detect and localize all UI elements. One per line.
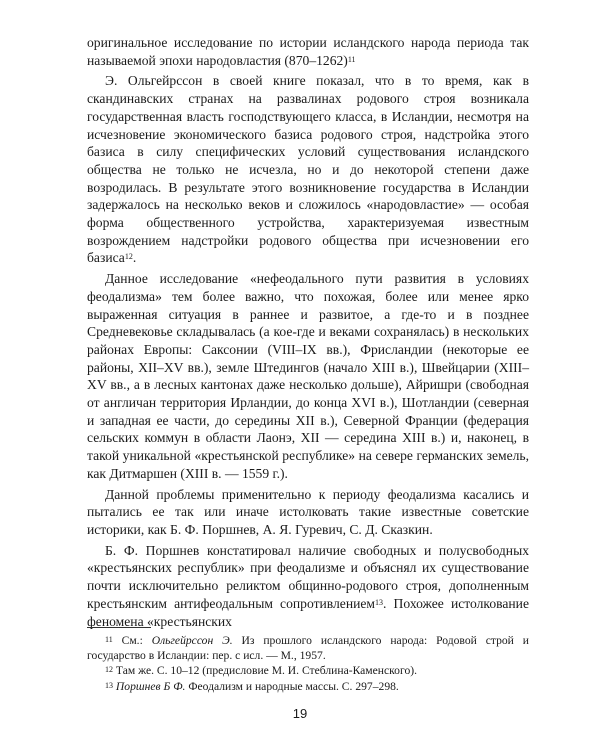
footnote-ref[interactable]: 12 [124,252,133,262]
footnotes [87,633,529,694]
footnote: $^{11}$ См.: Ольгейрссон Э. Из прошлого исландского народа: Родовой строй и государство в Исландии: пер. с исл. — М., 1957. [87,634,529,663]
paragraph: Данной проблемы применительно к периоду феодализма касались и пытались ее так или иначе истолковать такие известные советские историки, как Б. Ф. Поршнев, А. Я. Гуревич, С. Д. Сказкин. [87,486,529,537]
paragraph: Данное исследование «нефеодального пути развития в условиях феодализма» тем более важно, что похожая, более или менее ярко выраженная ситуация в раннее и развитое, а где-то и в позднее Средневековье складывалась (а кое-где и веками сохранялась) в нескольких районах Европы: Саксонии (VIII–IX вв.), Фрисландии (некоторые ее районы, XII–XV вв.), земле Штедингов (начало XIII в.), Швейцарии (XIII–XV вв., а в лесных кантонах даже несколько дольше), Айришри (свободная от англичан территория Ирландии, до конца XVI в.), Шотландии (северная и западная ее части, до середины XII в.), Северной Франции (федерация сельских коммун в области Лаонэ, XII — середина XIII в.) и, наконец, в такой уникальной «крестьянской республике» на севере германских земель, как Дитмаршен (XIII в. — 1559 г.). [87,271,529,481]
footnote-ref[interactable]: 11 [347,54,356,64]
page-number: 19 [292,706,308,721]
footnote: $^{12}$ Там же. С. 10–12 (предисловие М. И. Стеблина-Каменского). [105,664,418,678]
paragraph: Б. Ф. Поршнев констатировал наличие свободных и полусвободных «крестьянских республик» при феодализме и объяснял их существование почти исключительно реликтом общинно-родового строя, дополненным крестьянским антифеодальным сопротивлением$^{13}$. Похожее истолкование феномена «крестьянских [87,542,529,629]
main-text [87,34,529,633]
footnote: $^{13}$ Поршнев Б Ф. Феодализм и народные массы. С. 297–298. [105,679,399,693]
footnote-divider [87,627,151,628]
paragraph: Э. Ольгейрссон в своей книге показал, что в то время, как в скандинавских странах на развалинах родового строя возникала государственная власть господствующего класса, в Исландии, несмотря на исчезновение экономического базиса родового строя, надстройка этого базиса в силу специфических условий существования исландского общества не только не исчезла, но и до некоторой степени даже возродилась. В результате этого возникновение государства в Исландии задержалось на несколько веков и сложилось «народовластие» — особая форма общественного устройства, характеризуемая известным возрождением надстройки родового общества при исчезновении его базиса$^{12}$. [87,73,529,266]
footnote-ref[interactable]: 13 [375,597,384,607]
paragraph: оригинальное исследование по истории исландского народа периода так называемой эпохи народовластия $(870-1262)^{11}$ [87,35,529,68]
